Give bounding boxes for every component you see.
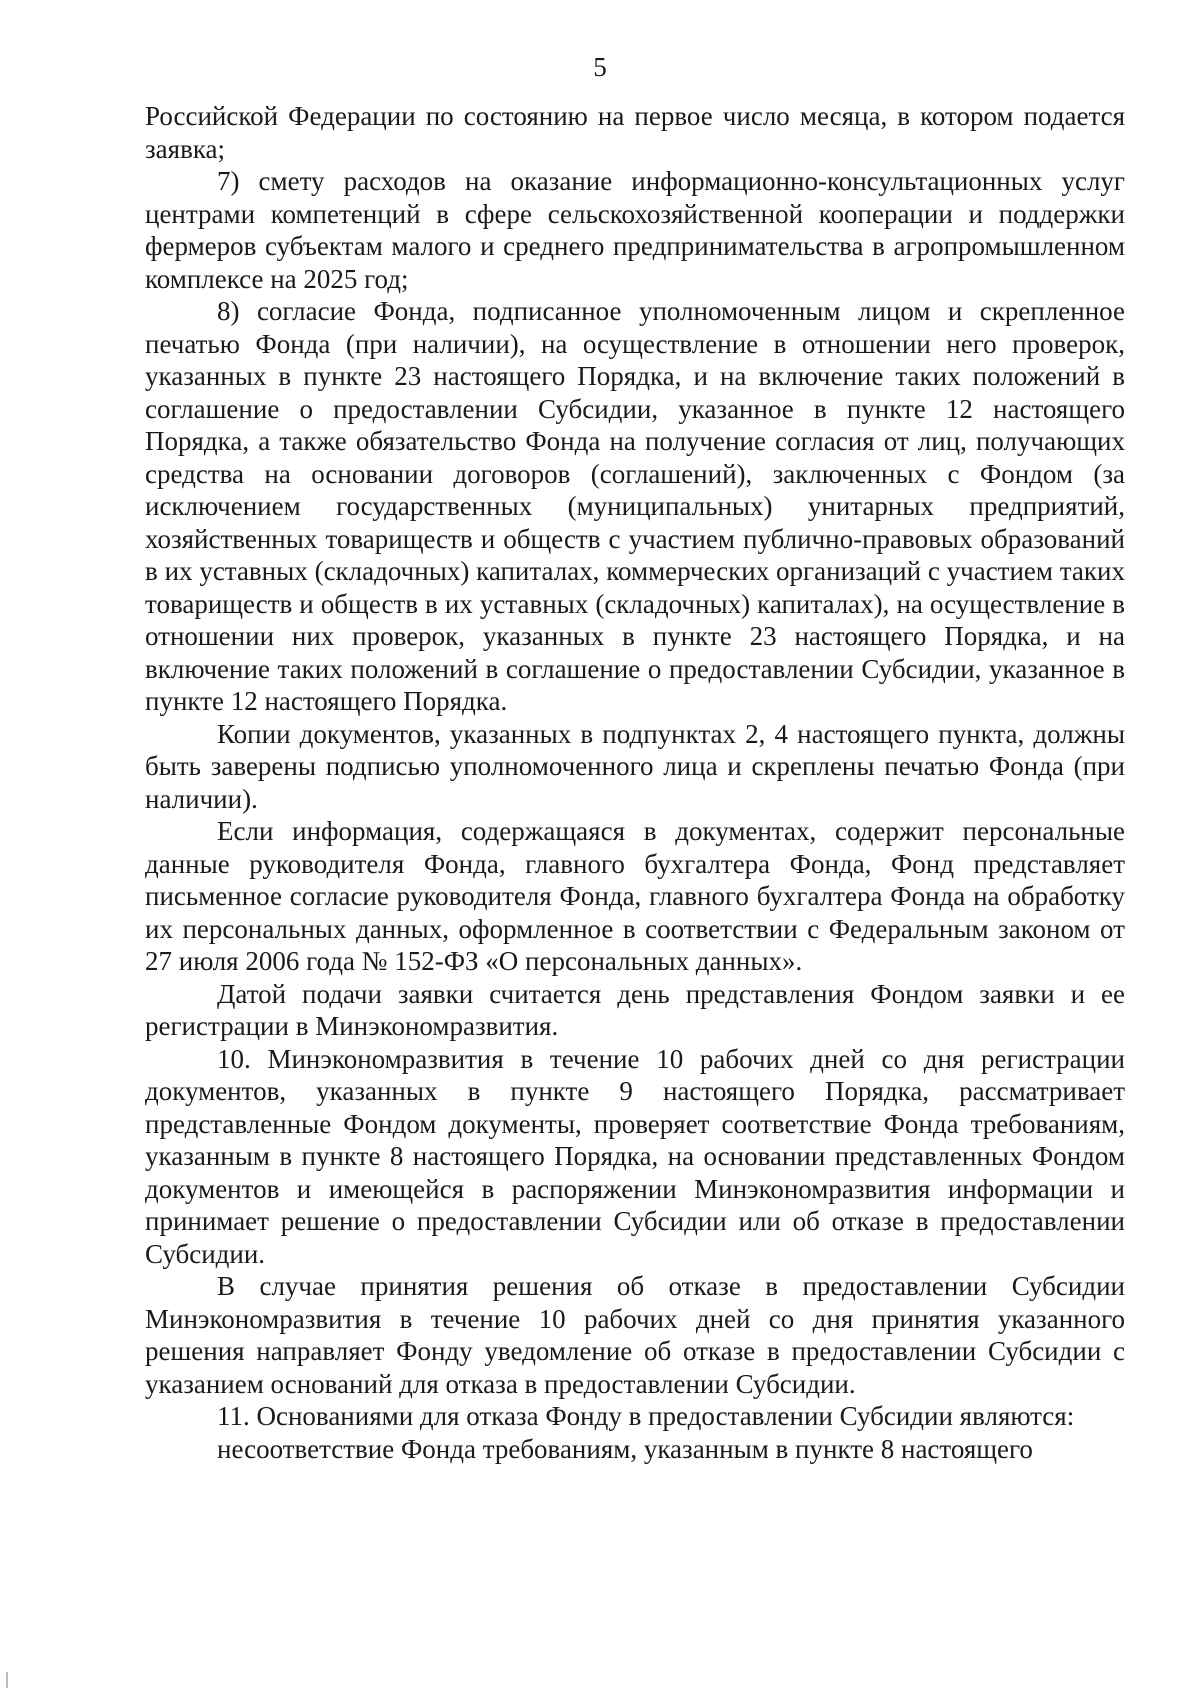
paragraph-section-10: 10. Минэкономразвития в течение 10 рабочих дней со дня регистрации документов, указанных в пункте 9 настоящего Порядка, рассматривает представленные Фондом документы, проверяет соответствие Фонда требованиям, указанным в пункте 8 настоящего Порядка, на основании представленных Фондом документов и имеющейся в распоряжении Минэкономразвития информации и принимает решение о предоставлении Субсидии или об отказе в предоставлении Субсидии. xyxy=(145,1043,1125,1269)
paragraph-refusal-ground: несоответствие Фонда требованиям, указанным в пункте 8 настоящего xyxy=(217,1433,1033,1464)
paragraph-section-11: 11. Основаниями для отказа Фонду в предоставлении Субсидии являются: xyxy=(217,1401,1075,1431)
scan-edge-mark xyxy=(6,1672,8,1688)
paragraph-copies: Копии документов, указанных в подпунктах 2, 4 настоящего пункта, должны быть заверены подписью уполномоченного лица и скреплены печатью Фонда (при наличии). xyxy=(145,718,1125,814)
paragraph-refusal-notice: В случае принятия решения об отказе в предоставлении Субсидии Минэкономразвития в течение 10 рабочих дней со дня принятия указанного решения направляет Фонду уведомление об отказе в предоставлении Субсидии с указанием оснований для отказа в предоставлении Субсидии. xyxy=(145,1271,1125,1399)
paragraph-personal-data: Если информация, содержащаяся в документах, содержит персональные данные руководителя Фонда, главного бухгалтера Фонда, Фонд представляет письменное согласие руководителя Фонда, главного бухгалтера Фонда на обработку их персональных данных, оформленное в соответствии с Федеральным законом от 27 июля 2006 года № 152-ФЗ «О персональных данных». xyxy=(145,816,1125,976)
page-number: 5 xyxy=(593,52,607,82)
paragraph-item-7: 7) смету расходов на оказание информационно-консультационных услуг центрами компетенций в сфере сельскохозяйственной кооперации и поддержки фермеров субъектам малого и среднего предпринимательства в агропромышленном комплексе на 2025 год; xyxy=(145,166,1125,294)
paragraph-submission-date: Датой подачи заявки считается день представления Фондом заявки и ее регистрации в Минэкономразвития. xyxy=(145,978,1125,1041)
paragraph-continuation: Российской Федерации по состоянию на первое число месяца, в котором подается заявка; xyxy=(145,101,1125,164)
paragraph-item-8: 8) согласие Фонда, подписанное уполномоченным лицом и скрепленное печатью Фонда (при наличии), на осуществление в отношении него проверок, указанных в пункте 23 настоящего Порядка, и на включение таких положений в соглашение о предоставлении Субсидии, указанное в пункте 12 настоящего Порядка, а также обязательство Фонда на получение согласия от лиц, получающих средства на основании договоров (соглашений), заключенных с Фондом (за исключением государственных (муниципальных) унитарных предприятий, хозяйственных товариществ и обществ с участием публично-правовых образований в их уставных (складочных) капиталах, коммерческих организаций с участием таких товариществ и обществ в их уставных (складочных) капиталах), на осуществление в отношении них проверок, указанных в пункте 23 настоящего Порядка, и на включение таких положений в соглашение о предоставлении Субсидии, указанное в пункте 12 настоящего Порядка. xyxy=(145,296,1125,716)
document-body xyxy=(145,100,1125,1465)
